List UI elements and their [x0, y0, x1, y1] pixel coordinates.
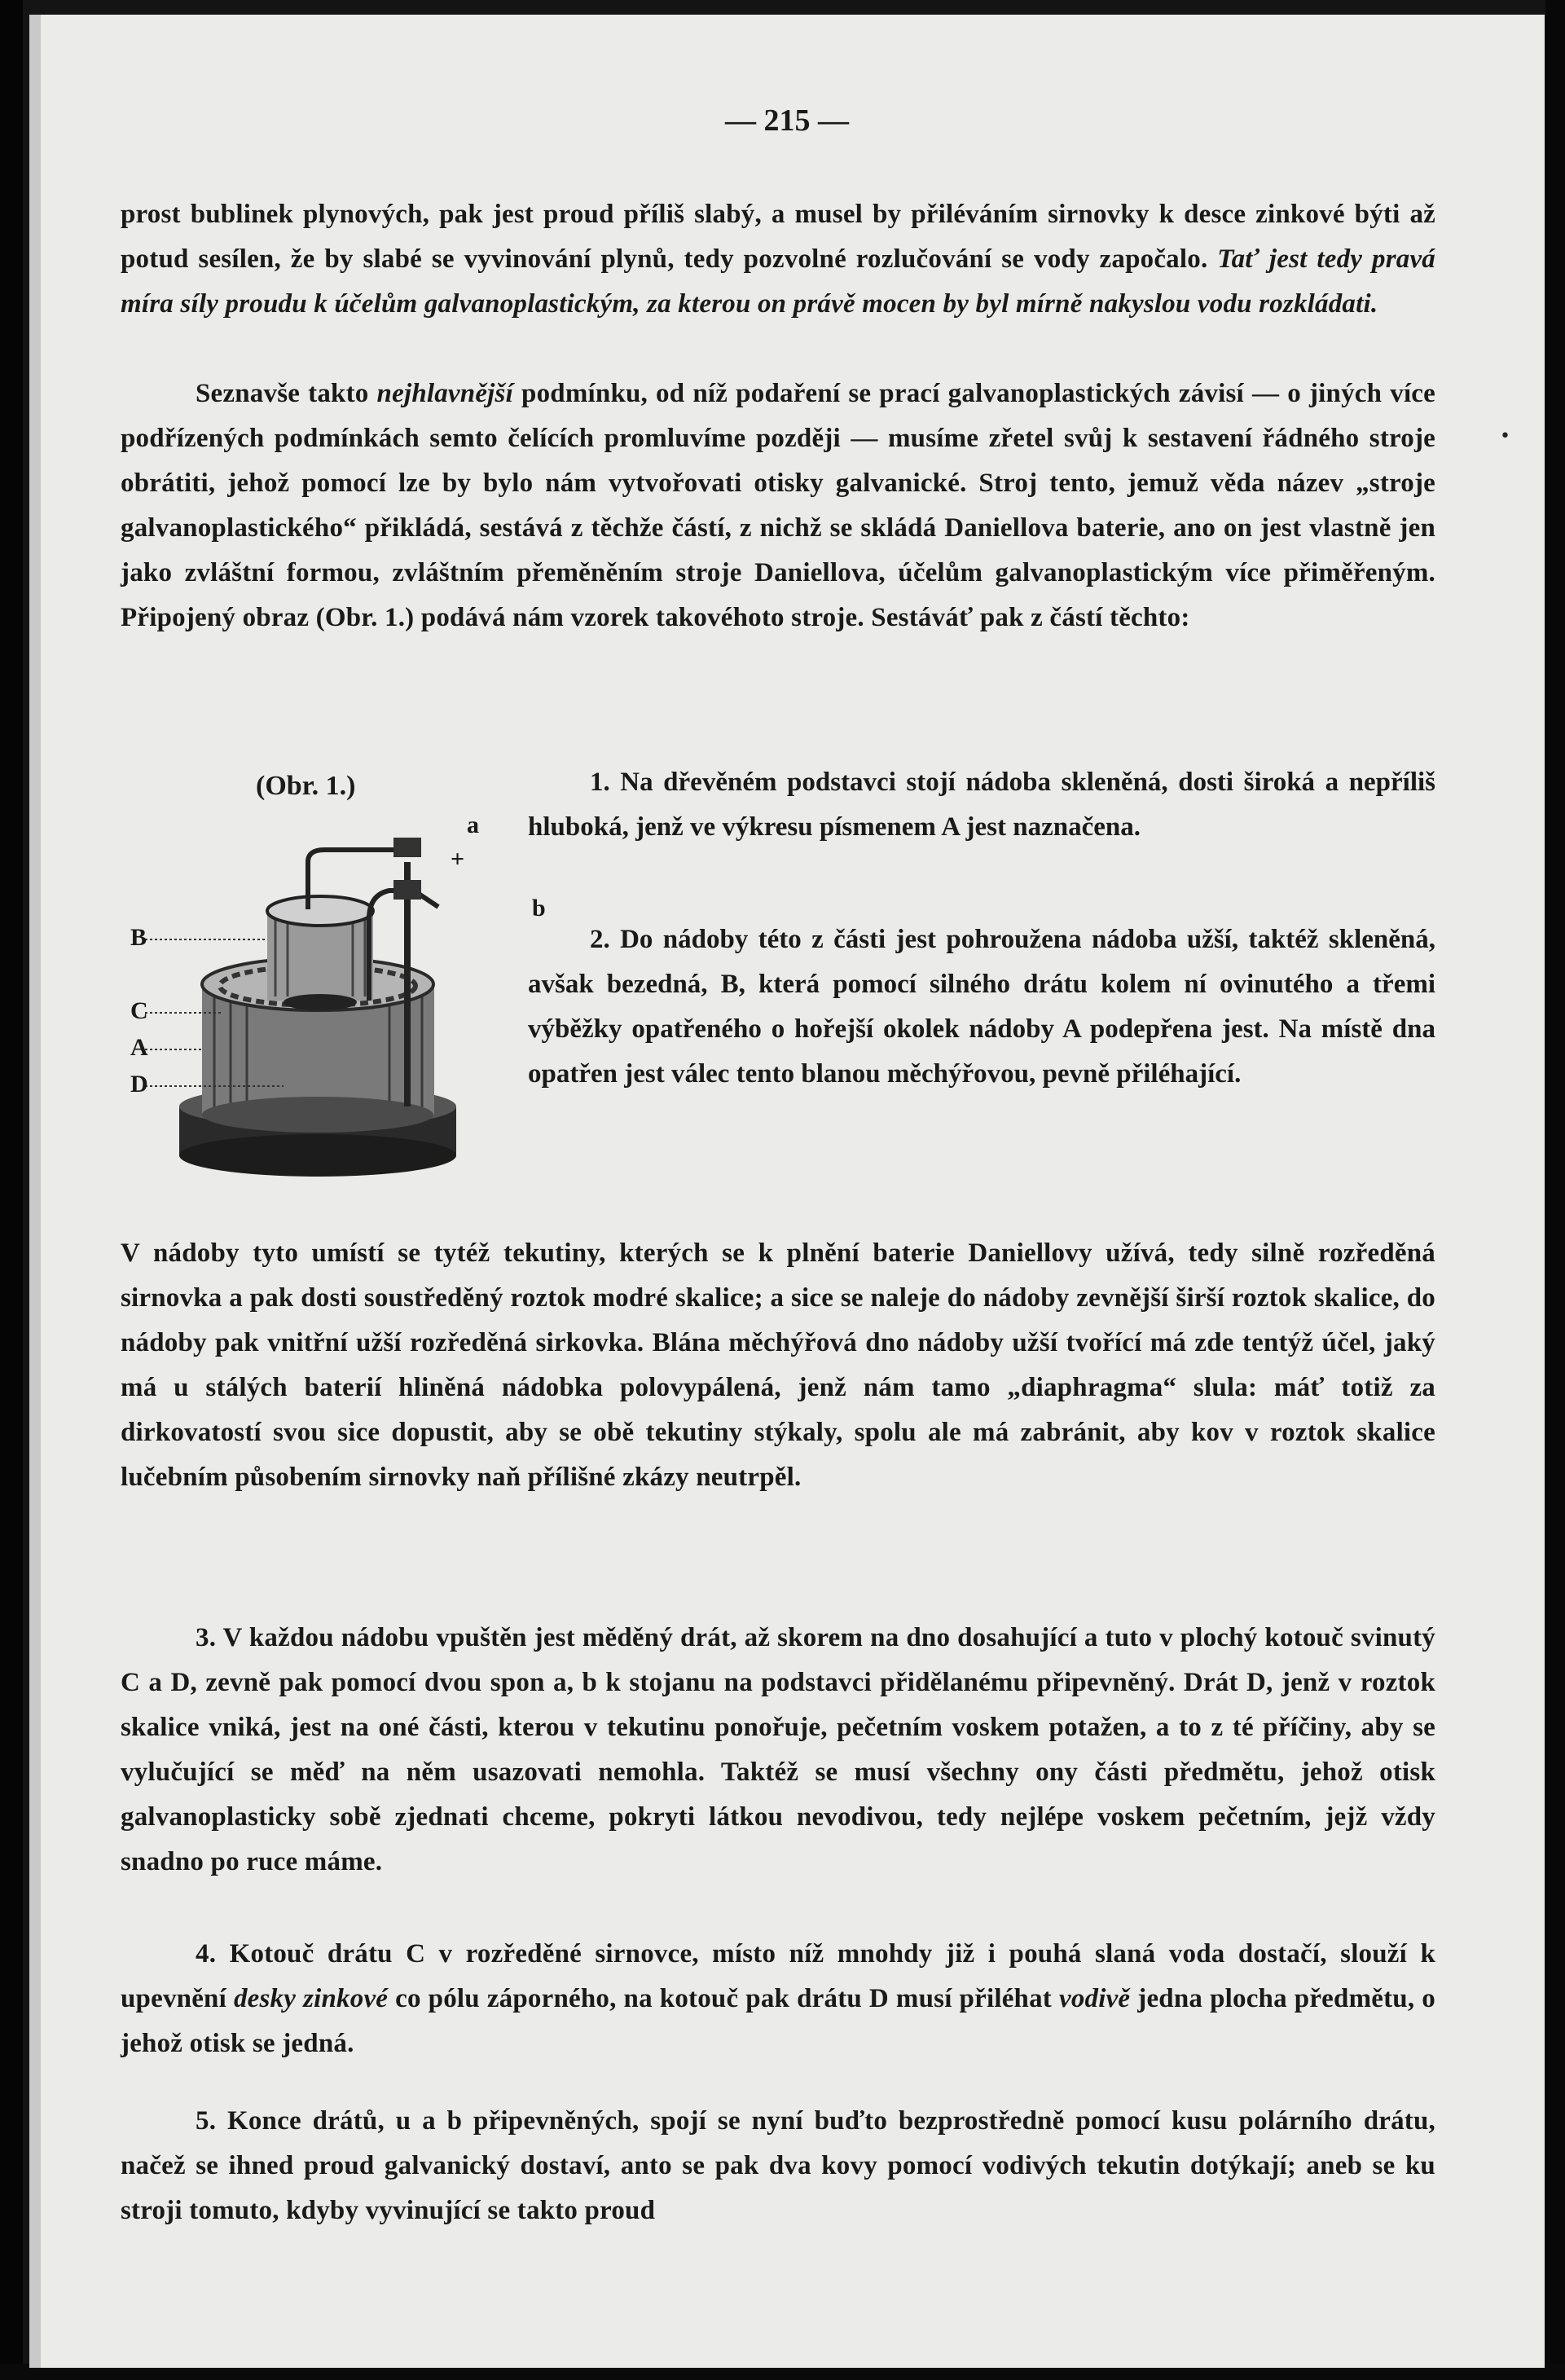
label-B: B — [130, 924, 147, 951]
figure-galvanoplastic-apparatus — [130, 812, 546, 1196]
left-scan-edge — [0, 0, 23, 2380]
item-4-italic-a: desky zinkové — [233, 1984, 389, 2013]
clamp-a — [393, 838, 421, 857]
wire-coil-D — [284, 994, 357, 1010]
paragraph-1 — [121, 192, 1435, 327]
paragraph-1-text: prost bublinek plynových, pak jest proud příliš slabý, a musel by přiléváním sirnovky k desce zinkové býti až potud sesílen, že by slabé se vyvinování plynů, tedy pozvolné rozlučování se vody započalo. — [121, 200, 1435, 274]
page-number: — 215 — — [725, 103, 849, 138]
apparatus-drawing — [145, 813, 528, 1196]
item-1: 1. Na dřevěném podstavci stojí nádoba skleněná, dosti široká a nepříliš hluboká, jenž ve výkresu písmenem A jest naznačena. — [528, 768, 1435, 842]
item-2: 2. Do nádoby této z části jest pohroužena nádoba užší, taktéž skleněná, avšak bezedná, B, která pomocí silného drátu kolem ní ovinutého a třemi výběžky opatřeného o hořejší okolek nádoby A podepřena jest. Na místě dna opatřen jest válec tento blanou měchýřovou, pevně přiléhající. — [528, 925, 1435, 1089]
page-gutter — [29, 15, 41, 2368]
paragraph-2-text-c: podmínku, od níž podaření se prací galvanoplastických závisí — o jiných více podřízených podmínkách semto čelících promluvíme později — musíme zřetel svůj k sestavení řádného stroje obrátiti, jehož pomocí lze by bylo nám vytvořovati otisky galvanické. Stroj tento, jemuž věda název „stroje galvanoplastického“ přikládá, sestává z těchže částí, z nichž se skládá Daniellova baterie, ano on jest vlastně jen jako zvláštní formou, zvláštním přeměněním stroje Daniellova, účelům galvanoplastickým více přiměřeným. Připojený obraz (Obr. 1.) podává nám vzorek takovéhoto stroje. Sestáváť pak z částí těchto: — [121, 379, 1436, 632]
item-4-text-c: co pólu záporného, na kotouč pak drátu D musí přiléhat — [388, 1984, 1059, 2013]
base-bottom — [179, 1134, 456, 1177]
paragraph-3: V nádoby tyto umístí se tytéž tekutiny, kterých se k plnění baterie Daniellovy užívá, tedy silně rozředěná sirnovka a pak dosti soustředěný roztok modré skalice; a sice se naleje do nádoby zevnější širší roztok skalice, do nádoby pak vnitřní užší rozředěná sirkovka. Blána měchýřová dno nádoby užší tvořící má zde tentýž účel, jaký má u stálých baterií hliněná nádobka polovypálená, jenž nám tamo „diaphragma“ slula: máť totiž za dirkovatostí svou sice dopustit, aby se obě tekutiny stýkaly, spolu ale má zabránit, aby kov v roztok skalice lučebním působením sirnovky naň přílišné zkázy neutrpěl. — [121, 1238, 1435, 1492]
clamp-b — [393, 880, 421, 900]
item-4-text-e: jedna plocha předmětu, o jehož otisk se jedná. — [121, 1984, 1435, 2058]
item-4-italic-b: vodivě — [1058, 1984, 1131, 2013]
inner-vessel-rim — [267, 896, 373, 926]
paragraph-2 — [121, 372, 1435, 640]
paragraph-2-text-a: Seznavše takto — [196, 379, 377, 408]
label-a: a — [467, 812, 479, 838]
paragraph-1-italic: Tať jest tedy pravá míra síly proudu k účelům galvanoplastickým, za kterou on právě mocen by byl mírně nakyslou vodu rozkládati. — [121, 244, 1435, 319]
item-3: 3. V každou nádobu vpuštěn jest měděný drát, až skorem na dno dosahující a tuto v plochý kotouč svinutý C a D, zevně pak pomocí dvou spon a, b k stojanu na podstavci přidělanému připevněný. Drát D, jenž v roztok skalice vniká, jest na oné části, kterou v tekutinu ponořuje, pečetním voskem potažen, a to z té příčiny, aby se vylučující se měď na něm usazovati nemohla. Taktéž se musí všechny ony části předmětu, jehož otisk galvanoplasticky sobě zjednati chceme, pokryti látkou nevodivou, tedy nejlépe voskem pečetním, jejž vždy snadno po ruce máme. — [121, 1623, 1435, 1876]
book-page — [29, 15, 1545, 2368]
label-D: D — [130, 1071, 148, 1098]
item-4 — [121, 1932, 1435, 2066]
figure-caption: (Obr. 1.) — [256, 771, 356, 801]
label-C: C — [130, 997, 148, 1024]
item-5: 5. Konce drátů, u a b připevněných, spojí se nyní buďto bezprostředně pomocí kusu polárního drátu, načež se ihned proud galvanický dostaví, anto se pak dva kovy pomocí vodivých tekutin dotýkají; aneb se ku stroji tomuto, kdyby vyvinující se takto proud — [121, 2106, 1435, 2225]
label-b: b — [532, 895, 546, 922]
label-A: A — [130, 1034, 148, 1061]
right-scan-edge — [1545, 0, 1565, 2380]
margin-mark: • — [1500, 426, 1510, 447]
outer-vessel-bottom — [202, 1097, 433, 1133]
paragraph-2-italic: nejhlavnější — [376, 379, 513, 408]
label-plus: + — [451, 846, 465, 873]
item-4-text-a: 4. Kotouč drátu C v rozředěné sirnovce, místo níž mnohdy již i pouhá slaná voda dostačí, slouží k upevnění — [121, 1939, 1435, 2013]
